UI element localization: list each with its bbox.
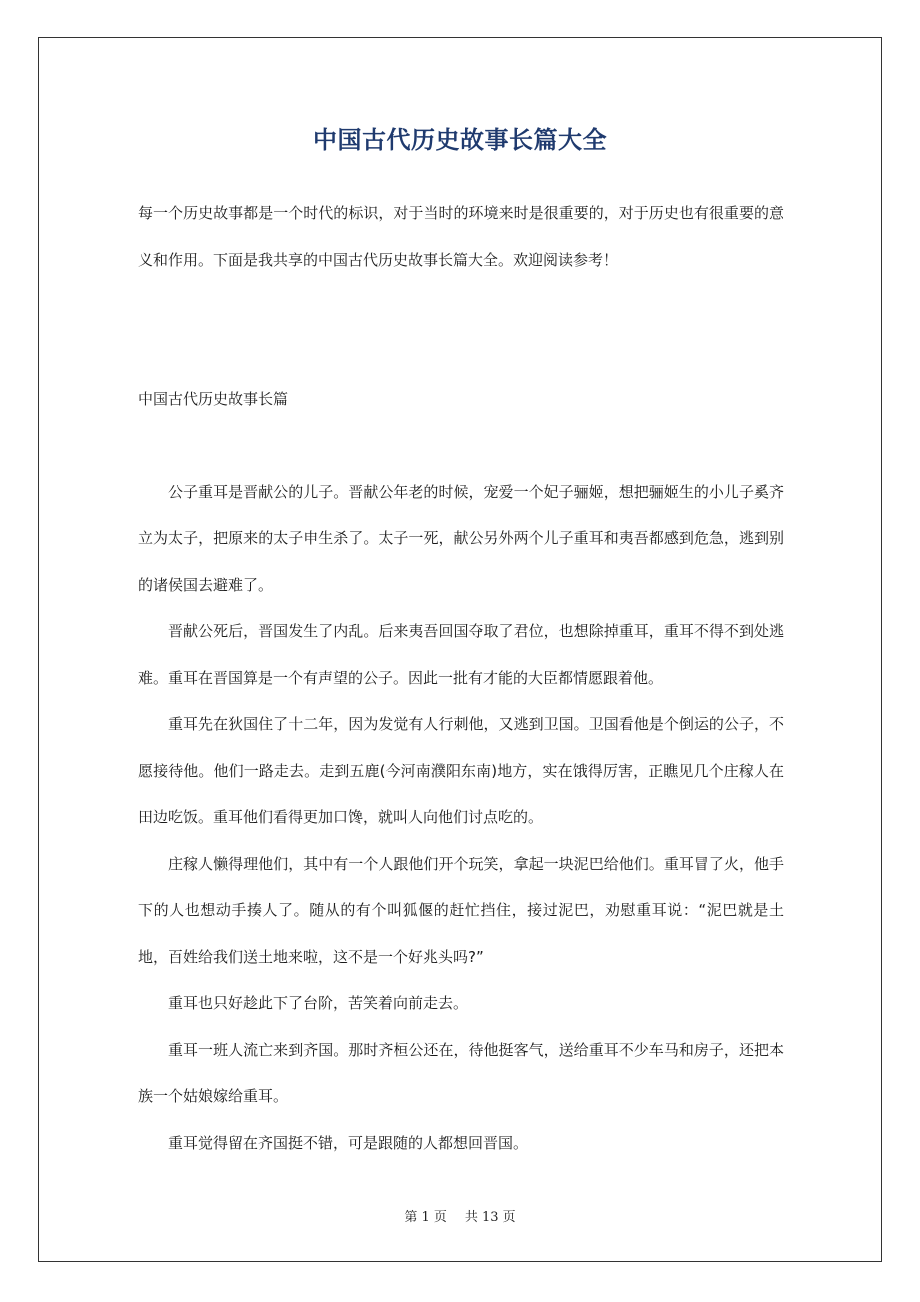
section-heading: 中国古代历史故事长篇 bbox=[138, 390, 289, 408]
document-body bbox=[138, 190, 784, 1166]
document-title: 中国古代历史故事长篇大全 bbox=[313, 126, 607, 154]
story-paragraph: 晋献公死后，晋国发生了内乱。后来夷吾回国夺取了君位，也想除掉重耳，重耳不得不到处逃难。重耳在晋国算是一个有声望的公子。因此一批有才能的大臣都情愿跟着他。 bbox=[138, 622, 784, 687]
story-paragraph: 重耳一班人流亡来到齐国。那时齐桓公还在，待他挺客气，送给重耳不少车马和房子，还把本族一个姑娘嫁给重耳。 bbox=[138, 1040, 784, 1105]
story-paragraph: 重耳先在狄国住了十二年，因为发觉有人行刺他，又逃到卫国。卫国看他是个倒运的公子，不愿接待他。他们一路走去。走到五鹿(今河南濮阳东南)地方，实在饿得厉害，正瞧见几个庄稼人在田边吃饭。重耳他们看得更加口馋，就叫人向他们讨点吃的。 bbox=[138, 715, 784, 826]
intro-paragraph: 每一个历史故事都是一个时代的标识，对于当时的环境来时是很重要的，对于历史也有很重要的意义和作用。下面是我共享的中国古代历史故事长篇大全。欢迎阅读参考！ bbox=[138, 204, 784, 269]
page-footer bbox=[0, 1206, 920, 1225]
story-paragraph: 重耳觉得留在齐国挺不错，可是跟随的人都想回晋国。 bbox=[168, 1133, 529, 1152]
story-paragraph: 庄稼人懒得理他们，其中有一个人跟他们开个玩笑，拿起一块泥巴给他们。重耳冒了火，他手下的人也想动手揍人了。随从的有个叫狐偃的赶忙挡住，接过泥巴，劝慰重耳说：“泥巴就是土地，百姓给我们送土地来啦，这不是一个好兆头吗?” bbox=[138, 854, 784, 966]
story-text bbox=[138, 469, 784, 1167]
story-paragraph: 重耳也只好趁此下了台阶，苦笑着向前走去。 bbox=[168, 994, 469, 1012]
page-number: 第 1 页 bbox=[404, 1210, 447, 1225]
story-paragraph: 公子重耳是晋献公的儿子。晋献公年老的时候，宠爱一个妃子骊姬，想把骊姬生的小儿子奚齐立为太子，把原来的太子申生杀了。太子一死，献公另外两个儿子重耳和夷吾都感到危急，逃到别的诸侯国去避难了。 bbox=[138, 482, 784, 594]
page-total: 共 13 页 bbox=[464, 1210, 516, 1225]
